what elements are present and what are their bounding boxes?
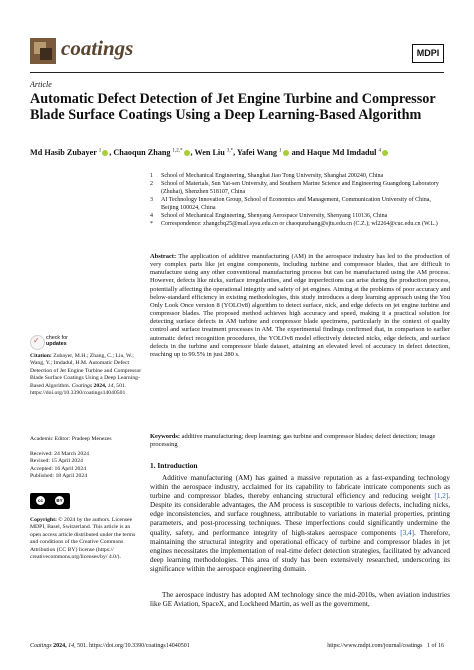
journal-logo-icon: [30, 38, 56, 64]
footer-year: 2024,: [53, 643, 67, 649]
citation-block: [30, 353, 142, 397]
correspondence-text[interactable]: Correspondence: zhangcbq25@mail.sysu.edu.cn or chaoqunzhang@sjtu.edu.cn (C.Z.); wl2264@cuc.edu.cn (W.L.): [161, 221, 438, 227]
keywords-label: Keywords:: [150, 433, 181, 440]
affiliation-number: 4: [150, 213, 153, 219]
date-revised: Revised: 15 April 2024: [30, 458, 83, 465]
affiliation-number: 3: [150, 197, 153, 203]
intro-paragraph: The aerospace industry has adopted AM technology since the mid-2010s, when aviation industries like GE Aviation, SpaceX, and Lockheed Martin, as well as the government,: [150, 591, 450, 609]
author-affiliation-mark: 1: [98, 148, 102, 154]
date-accepted: Accepted: 16 April 2024: [30, 465, 87, 472]
copyright-label: Copyright:: [30, 517, 57, 523]
affiliation-number: 1: [150, 173, 153, 179]
intro-paragraph: [150, 474, 450, 574]
affiliation-text: School of Mechanical Engineering, Shanghai Jiao Tong University, Shanghai 200240, China: [161, 173, 384, 179]
author-affiliation-mark: 4: [378, 148, 381, 154]
author-affiliation-mark: 1: [279, 148, 282, 154]
keywords-text: additive manufacturing; deep learning; gas turbine and compressor blades; defect detection; image processing: [150, 433, 436, 449]
abstract-label: Abstract:: [150, 253, 177, 260]
copyright-text: © 2024 by the authors. Licensee MDPI, Basel, Switzerland. This article is an open access article distributed under the terms and conditions of the Creative Commons Attribution (CC BY) license (https:// creativecommons.org/licenses/by/ 4.0/).: [30, 517, 136, 561]
page-number: 1 of 16: [427, 643, 444, 649]
citation-label: Citation:: [30, 353, 52, 359]
header-divider: [30, 72, 444, 73]
checkmark-icon: ✓: [33, 336, 40, 345]
author-name: Haque Md Imdadul: [306, 148, 377, 157]
author-name: Md Hasib Zubayer: [30, 148, 97, 157]
author-name: Yafei Wang: [236, 148, 277, 157]
citation-volume: 14,: [107, 382, 115, 389]
by-mark: BY: [56, 498, 63, 503]
footer-right: [300, 643, 444, 649]
academic-editor: Academic Editor: Pradeep Menezes: [30, 436, 112, 442]
footer-url[interactable]: https://www.mdpi.com/journal/coatings: [327, 643, 423, 649]
journal-name: coatings: [61, 36, 134, 60]
citation-link[interactable]: [3,4]: [400, 528, 415, 537]
article-type: Article: [30, 80, 52, 89]
affiliation-number: *: [150, 221, 153, 227]
author-affiliation-mark: 1,2,*: [172, 148, 183, 154]
cc-by-license-icon[interactable]: [30, 493, 70, 509]
affiliation-text: AI Technology Innovation Group, School of Economics and Management, Communication University of China, Beijing 100024, China: [161, 197, 431, 211]
orcid-icon[interactable]: [102, 150, 108, 156]
correspondence: [150, 220, 450, 228]
mdpi-logo: MDPI: [412, 44, 444, 63]
affiliation-item: [150, 172, 450, 180]
publication-dates: [30, 451, 142, 481]
orcid-icon[interactable]: [184, 150, 190, 156]
citation-doi[interactable]: 501. https://doi.org/10.3390/coatings14040501: [30, 382, 127, 397]
affiliation-text: School of Mechanical Engineering, Shenyang Aerospace University, Shenyang 110136, China: [161, 213, 388, 219]
check-updates-line: updates: [46, 341, 67, 347]
footer-volume: 14,: [68, 643, 76, 649]
footer-doi[interactable]: 501. https://doi.org/10.3390/coatings14040501: [77, 643, 190, 649]
citation-link[interactable]: [1,2]: [434, 492, 449, 501]
affiliations: [150, 172, 450, 228]
affiliation-text: School of Materials, Sun Yat-sen University, and Southern Marine Science and Engineering Guangdong Laboratory (Zhuhai), Shenzhen 518107, China: [161, 181, 439, 195]
check-updates-label[interactable]: [46, 335, 68, 347]
author-list: Md Hasib Zubayer $^1$ , Chaoqun Zhang $^{1,2,*}$ , Wen Liu $^{3,*}$, Yafei Wang $^1$ and Haque Md Imdadul $^4$: [30, 148, 460, 157]
copyright-notice: [30, 517, 142, 561]
paragraph-text: . Despite its considerable advantages, the AM process is susceptible to various defects, including nicks, edge inconsistencies, and surface roughness, attributable to variations in material properties, printing parameters, and post-processing techniques. These imperfections could significantly undermine the quality, safety, and performance integrity of high-stakes aerospace components: [150, 492, 450, 537]
paper-title: Automatic Defect Detection of Jet Engine Turbine and Compressor Blade Surface Coatings Using a Deep Learning-Based Algorithm: [30, 91, 436, 123]
paragraph-text: Additive manufacturing (AM) has gained a massive reputation as a fast-expanding technology within the aerospace industry, acclaimed for its capability to fabricate intricate components such as turbine and compressor blades, thereby enhancing structural efficiency and reducing weight: [150, 474, 450, 501]
paragraph-text: . Therefore, maintaining the structural integrity and operational efficacy of turbine and compressor blades in jet engines necessitates the implementation of real-time defect detection strategies, facilitated by advanced deep learning methodologies. This area of study has been extensively researched, underscoring its significance within the aerospace engineering domain.: [150, 528, 450, 573]
author-name: Wen Liu: [194, 148, 225, 157]
keywords: [150, 433, 450, 449]
orcid-icon[interactable]: [382, 150, 388, 156]
affiliation-item: [150, 212, 450, 220]
section-heading: 1. Introduction: [150, 461, 198, 470]
cc-mark: cc: [37, 498, 43, 503]
footer-citation: [30, 643, 190, 649]
author-affiliation-mark: 3,*: [226, 148, 234, 154]
citation-text: Zubayer, M.H.; Zhang, C.; Liu, W.; Wang, Y.; Imdadul, H.M. Automatic Defect Detection of Jet Engine Turbine and Compressor Blade Surface Coatings Using a Deep Learning-Based Algorithm.: [30, 353, 142, 389]
citation-journal: Coatings: [71, 382, 93, 389]
orcid-icon[interactable]: [283, 150, 289, 156]
abstract-text: The application of additive manufacturing (AM) in the aerospace industry has led to the production of very complex parts like jet engine components, including turbine and compressor blades, that are difficult to manufacture using any other conventional manufacturing process but can be manufactured using the AM process. However, defects like nicks, surface irregularities, and edge imperfections can arise during the production process, potentially affecting the operational integrity and safety of jet engines. Aiming at the problems of poor accuracy and below-standard efficiency in existing methodologies, this study introduces a deep learning approach using the You Only Look Once version 8 (YOLOv8) algorithm to detect surface, nick, and edge defects on jet engine turbine and compressor blades. The proposed method achieves high accuracy and speed, making it a practical solution for detecting surface defects in AM turbine and compressor blade specimens, particularly in the context of quality control and surface treatment processes in AM. The experimental findings confirmed that, in comparison to earlier automatic defect recognition procedures, the YOLOv8 model effectively detected nicks, edge defects, and surface defects in the turbine and compressor blade dataset, attaining an elevated level of accuracy in defect detection, reaching up to 99.5% in just 280 s.: [150, 253, 450, 358]
date-received: Received: 24 March 2024: [30, 451, 89, 457]
citation-year: 2024,: [93, 382, 107, 389]
author-name: Chaoqun Zhang: [113, 148, 171, 157]
footer-journal: Coatings: [30, 643, 52, 649]
affiliation-item: [150, 180, 450, 196]
abstract: [150, 253, 450, 359]
affiliation-item: [150, 196, 450, 212]
check-updates-line: check for: [46, 335, 68, 341]
affiliation-number: 2: [150, 181, 153, 187]
date-published: Published: 18 April 2024: [30, 473, 88, 480]
